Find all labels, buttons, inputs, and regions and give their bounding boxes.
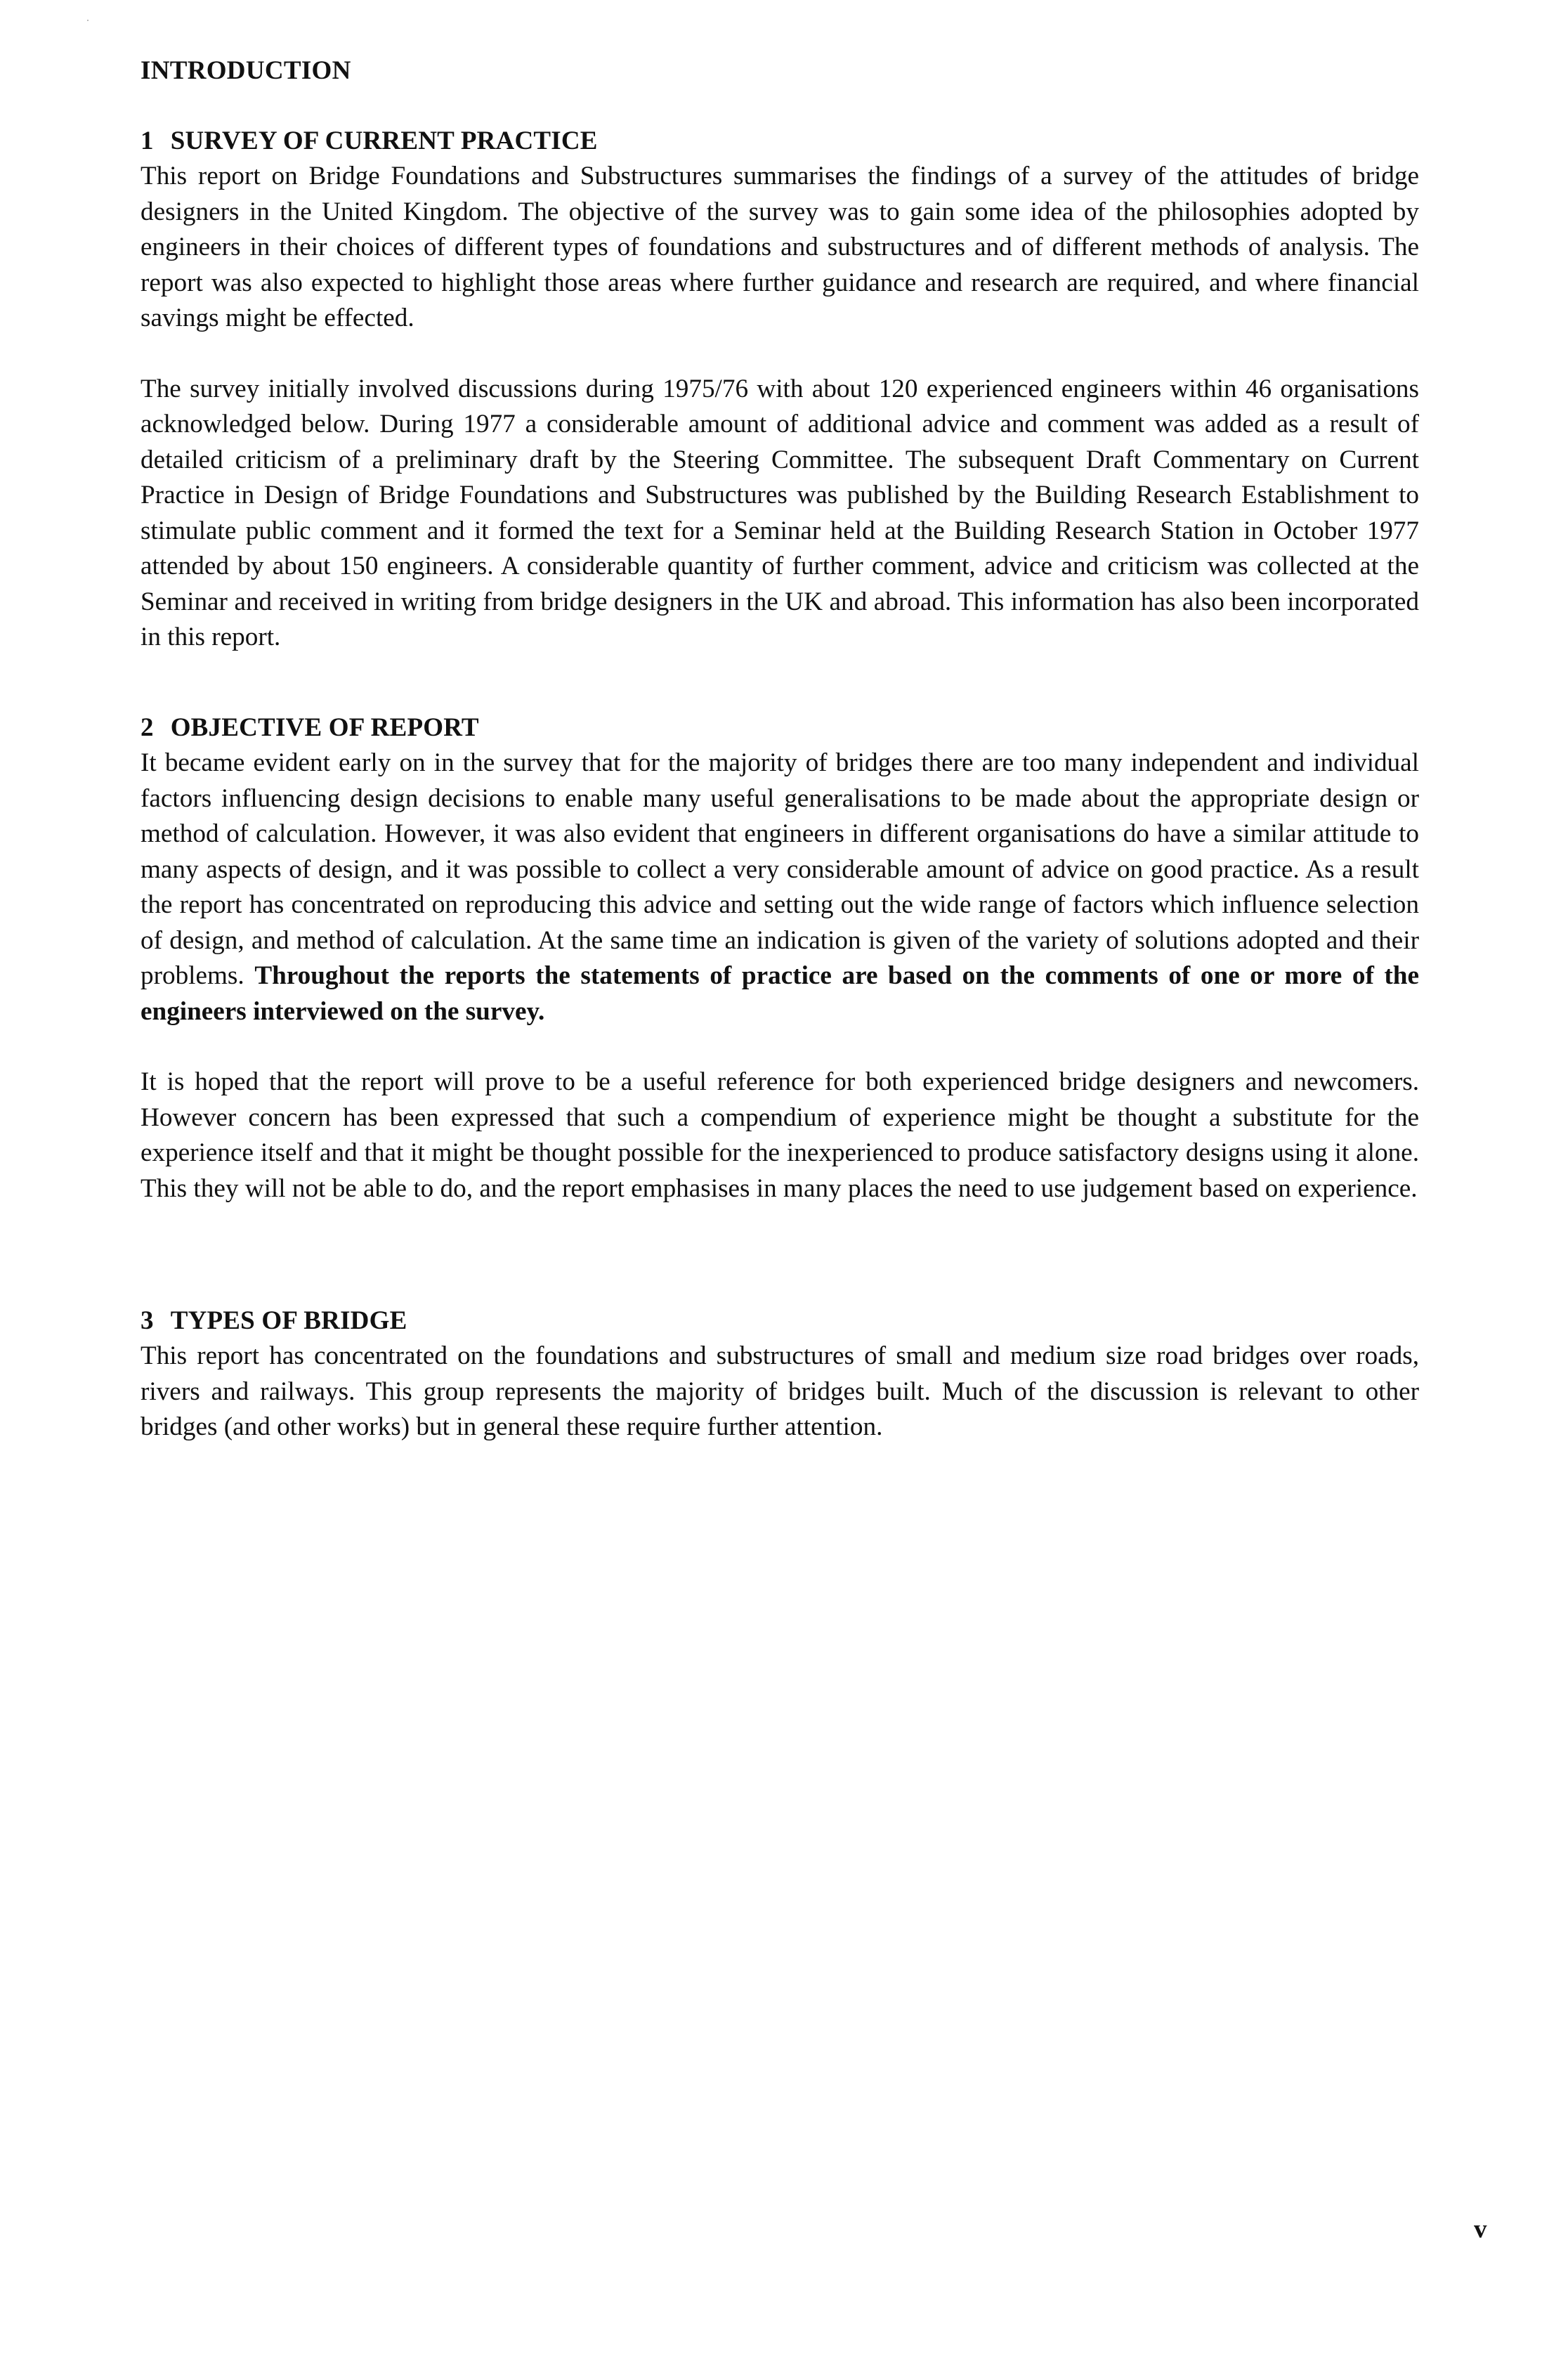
section-number: 3 <box>141 1306 154 1335</box>
page-number: v <box>1474 2215 1487 2244</box>
section-title: SURVEY OF CURRENT PRACTICE <box>170 126 598 155</box>
paragraph: This report on Bridge Foundations and Substructures summarises the findings of a survey of the attitudes of bridge designers in the United Kingdom. The objective of the survey was to gain some idea of the philosophies adopted by engineers in their choices of different types of foundations and substructures and of different methods of analysis. The report was also expected to highlight those areas where further guidance and research are required, and where financial savings might be effected. <box>141 162 1419 332</box>
paragraph: The survey initially involved discussions during 1975/76 with about 120 experienced engineers within 46 organisations acknowledged below. During 1977 a considerable amount of additional advice and comment was added as a result of detailed criticism of a preliminary draft by the Steering Committee. The subsequent Draft Commentary on Current Practice in Design of Bridge Foundations and Substructures was published by the Building Research Establishment to stimulate public comment and it formed the text for a Seminar held at the Building Research Station in October 1977 attended by about 150 engineers. A considerable quantity of further comment, advice and criticism was collected at the Seminar and received in writing from bridge designers in the UK and abroad. This information has also been incorporated in this report. <box>141 374 1419 651</box>
section-types-of-bridge <box>141 1303 1419 1445</box>
paragraph <box>141 746 1419 1029</box>
section-objective-of-report <box>141 710 1419 1206</box>
section-number: 2 <box>141 713 154 742</box>
section-number: 1 <box>141 126 154 155</box>
section-title: OBJECTIVE OF REPORT <box>170 713 479 742</box>
scan-mark <box>87 20 89 21</box>
section-title: TYPES OF BRIDGE <box>170 1306 407 1335</box>
section-heading <box>141 710 1419 746</box>
paragraph: This report has concentrated on the foundations and substructures of small and medium size road bridges over roads, rivers and railways. This group represents the majority of bridges built. Much of the discussion is relevant to other bridges (and other works) but in general these require further attention. <box>141 1341 1419 1441</box>
paragraph-text: It became evident early on in the survey that for the majority of bridges there are too many independent and individual factors influencing design decisions to enable many useful generalisations to be made about the appropriate design or method of calculation. However, it was also evident that engineers in different organisations do have a similar attitude to many aspects of design, and it was possible to collect a very considerable amount of advice on good practice. As a result the report has concentrated on reproducing this advice and setting out the wide range of factors which influence selection of design, and method of calculation. At the same time an indication is given of the variety of solutions adopted and their problems. <box>141 748 1419 990</box>
page-title: INTRODUCTION <box>141 56 351 85</box>
section-survey-of-current-practice <box>141 124 1419 656</box>
section-heading <box>141 1303 1419 1339</box>
bold-statement: Throughout the reports the statements of practice are based on the comments of one or more of the engineers interviewed on the survey. <box>141 961 1419 1026</box>
paragraph: It is hoped that the report will prove to be a useful reference for both experienced bridge designers and newcomers. However concern has been expressed that such a compendium of experience might be thought a substitute for the experience itself and that it might be thought possible for the inexperienced to produce satisfactory designs using it alone. This they will not be able to do, and the report emphasises in many places the need to use judgement based on experience. <box>141 1067 1419 1203</box>
section-heading <box>141 124 1419 159</box>
